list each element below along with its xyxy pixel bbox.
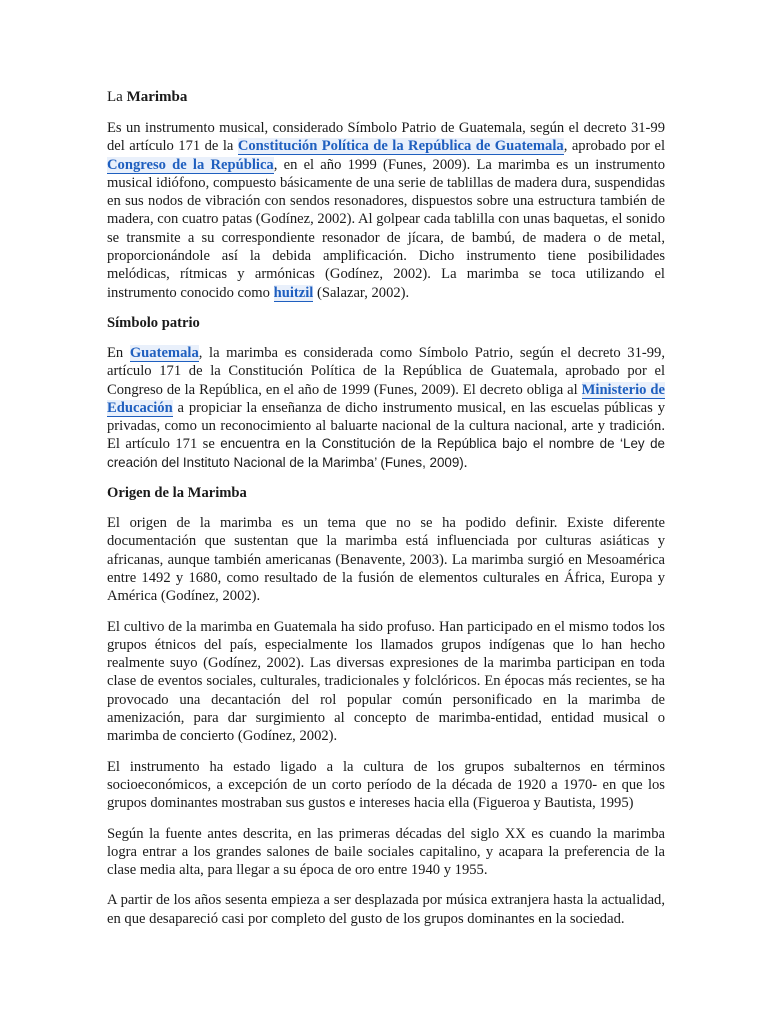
link-constitucion[interactable]: Constitución Política de la República de Guatemala bbox=[237, 138, 564, 155]
simbolo-text-2: , la marimba es considerada como Símbolo Patrio, según el decreto 31-99, artículo 171 de la Constitución Política de la República de Guatemala, aprobado por el Congreso de la República, en el año de 1999 (Funes, 2009). El decreto obliga al bbox=[107, 344, 665, 398]
heading-simbolo-patrio: Símbolo patrio bbox=[107, 314, 200, 331]
intro-text-3: , en el año 1999 (Funes, 2009). La marimba es un instrumento musical idiófono, compuesto básicamente de una serie de tablillas de madera dura, suspendidas en sus nodos de vibración con sendos resonadores, dispuestos sobre una estructura también de madera, con cuatro patas (Godínez, 2002). Al golpear cada tablilla con unas baquetas, el sonido se transmite a su correspondiente resonador de jícara, de bambú, de madera o de metal, proporcionándole así la debida amplificación. Dicho instrumento tiene posibilidades melódicas, rítmicas y armónicas (Godínez, 2002). La marimba se toca utilizando el instrumento conocido como bbox=[107, 156, 665, 301]
link-huitzil[interactable]: huitzil bbox=[273, 284, 314, 301]
link-ministerio-educacion[interactable]: Ministerio de Educación bbox=[107, 381, 665, 416]
paragraph-intro bbox=[107, 119, 665, 302]
intro-text-1: Es un instrumento musical, considerado Símbolo Patrio de Guatemala, según el decreto 31-99 del artículo 171 de la bbox=[107, 120, 665, 155]
paragraph-origen-3: El instrumento ha estado ligado a la cultura de los grupos subalternos en términos socioeconómicos, a excepción de un corto período de la década de 1920 a 1970- en que los grupos dominantes mostraban sus gustos e intereses hacia ella (Figueroa y Bautista, 1995) bbox=[107, 758, 665, 812]
title-prefix: La bbox=[107, 89, 127, 105]
simbolo-text-1: En bbox=[107, 344, 130, 361]
paragraph-origen-5: A partir de los años sesenta empieza a ser desplazada por música extranjera hasta la actualidad, en que desapareció casi por completo del gusto de los grupos dominantes en la sociedad. bbox=[107, 892, 665, 927]
paragraph-origen-4: Según la fuente antes descrita, en las primeras décadas del siglo XX es cuando la marimba logra entrar a los grandes salones de baile sociales capitalino, y acapara la preferencia de la clase media alta, para llegar a su época de oro entre 1940 y 1955. bbox=[107, 825, 665, 879]
paragraph-origen-1: El origen de la marimba es un tema que no se ha podido definir. Existe diferente documentación que sustentan que la marimba está influenciada por culturas asiáticas y africanas, aunque también americanas (Benavente, 2003). La marimba surgió en Mesoamérica entre 1492 y 1680, como resultado de la fusión de elementos culturales en África, Europa y América (Godínez, 2002). bbox=[107, 515, 665, 605]
simbolo-text-end: . bbox=[463, 454, 468, 471]
page-title bbox=[107, 88, 665, 106]
intro-text-2: , aprobado por el bbox=[563, 138, 665, 155]
paragraph-origen-2: El cultivo de la marimba en Guatemala ha sido profuso. Han participado en el mismo todos los grupos étnicos del país, especialmente los llamados grupos indígenas que lo han hecho realmente suyo (Godínez, 2002). Las diversas expresiones de la marimba participan en toda clase de eventos sociales, culturales, tradicionales y folclóricos. En épocas más recientes, se ha provocado una decantación del rol popular común personificado en la marimba de amenización, para dar surgimiento al concepto de marimba-entidad, entidad musical o marimba de concierto (Godínez, 2002). bbox=[107, 618, 665, 745]
title-bold: Marimba bbox=[126, 89, 188, 105]
intro-text-4: (Salazar, 2002). bbox=[313, 284, 410, 301]
link-congreso[interactable]: Congreso de la República bbox=[107, 156, 274, 173]
simbolo-text-3: a propiciar la enseñanza de dicho instrumento musical, en las escuelas públicas y privadas, como un reconocimiento al baluarte nacional de la cultura nacional, arte y tradición. El artículo 171 se bbox=[107, 399, 665, 453]
simbolo-text-sans: encuentra en la Constitución de la República bajo el nombre de ‘Ley de creación del Instituto Nacional de la Marimba’ (Funes, 2009) bbox=[107, 436, 665, 470]
paragraph-simbolo bbox=[107, 344, 665, 472]
link-guatemala[interactable]: Guatemala bbox=[129, 344, 199, 361]
heading-origen: Origen de la Marimba bbox=[107, 485, 247, 502]
